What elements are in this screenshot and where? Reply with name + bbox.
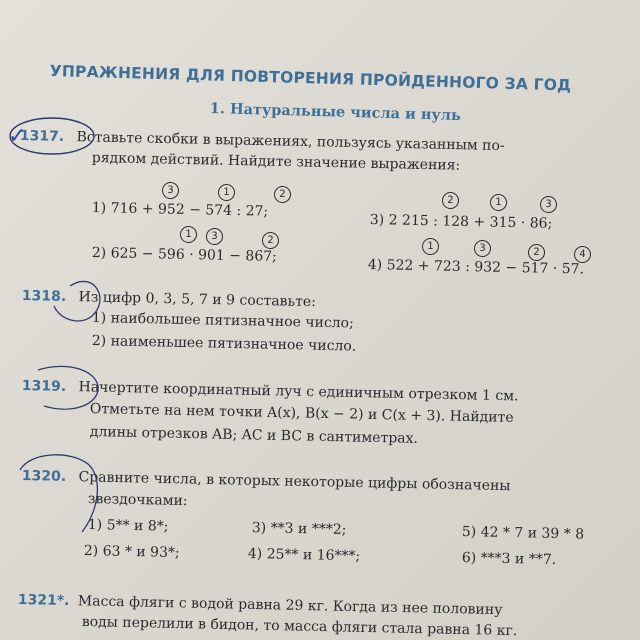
exercise-1317-text2: рядком действий. Найдите значение выражения: [91,150,461,174]
exercise-1317-text1: Вставьте скобки в выражениях, пользуясь указанным по- [76,129,505,155]
order-circle: 1 [422,238,439,255]
order-circle: 2 [262,232,279,249]
exercise-1317-expr2: 2) 625 − 596 · 901 − 867; [91,245,278,265]
exercise-1317-expr4: 4) 522 + 723 : 932 − 517 · 57. [367,257,585,278]
exercise-1319-text1: Начертите координатный луч с единичным отрезком 1 см. [78,379,519,405]
section-subheading: 1. Натуральные числа и нуль [209,100,462,125]
exercise-1319-number: 1319. [21,378,67,395]
exercise-1320-c4: 4) 25** и 16***; [247,546,361,565]
exercise-1319-text2: Отметьте на нем точки A(x), B(x − 2) и C(x + 3). Найдите [89,401,514,426]
order-circle: 1 [490,194,507,211]
exercise-1320-c3: 3) **3 и ***2; [251,520,347,538]
order-circle: 3 [474,240,491,257]
exercise-1318-item2: 2) наименьшее пятизначное число. [91,333,357,355]
exercise-1320-c5: 5) 42 * 7 и 39 * 8 [461,524,585,543]
order-circle: 4 [574,246,591,263]
exercise-1320-number: 1320. [21,468,67,485]
exercise-1317-number: 1317. [19,128,65,145]
exercise-1317-expr1: 1) 716 + 952 − 574 : 27; [91,200,269,220]
pen-check-mark: ✓ [8,124,27,149]
exercise-1317-expr3: 3) 2 215 : 128 + 315 · 86; [369,212,553,232]
exercise-1321-text2: воды перелили в бидон, то масса фляги стала равна 16 кг. [81,614,518,640]
order-circle: 1 [180,226,197,243]
exercise-1320-c2: 2) 63 * и 93*; [83,543,180,562]
exercise-1320-c6: 6) ***3 и **7. [461,550,557,568]
exercise-1318-text1: Из цифр 0, 3, 5, 7 и 9 составьте: [78,289,317,311]
pen-curve-1320 [20,455,97,532]
order-circle: 3 [540,196,557,213]
order-circle: 3 [162,182,179,199]
exercise-1318-number: 1318. [21,288,67,305]
order-circle: 2 [442,192,459,209]
order-circle: 2 [274,186,291,203]
exercise-1321-text1: Масса фляги с водой равна 29 кг. Когда из нее половину [77,593,503,619]
exercise-1318-line1 [22,288,316,310]
section-heading: УПРАЖНЕНИЯ ДЛЯ ПОВТОРЕНИЯ ПРОЙДЕННОГО ЗА ГОД [49,62,572,95]
exercise-1320-text2: звездочками: [87,491,188,510]
exercise-1320-text1: Сравните числа, в которых некоторые цифры обозначены [78,469,511,495]
order-circle: 2 [528,244,545,261]
exercise-1318-item1: 1) наибольшее пятизначное число; [91,310,354,332]
exercise-1320-c1: 1) 5** и 8*; [87,517,169,535]
order-circle: 3 [206,228,223,245]
exercise-1321-number: 1321*. [17,592,70,610]
order-circle: 1 [218,184,235,201]
exercise-1319-text3: длины отрезков AB; AC и BC в сантиметрах. [89,424,419,447]
